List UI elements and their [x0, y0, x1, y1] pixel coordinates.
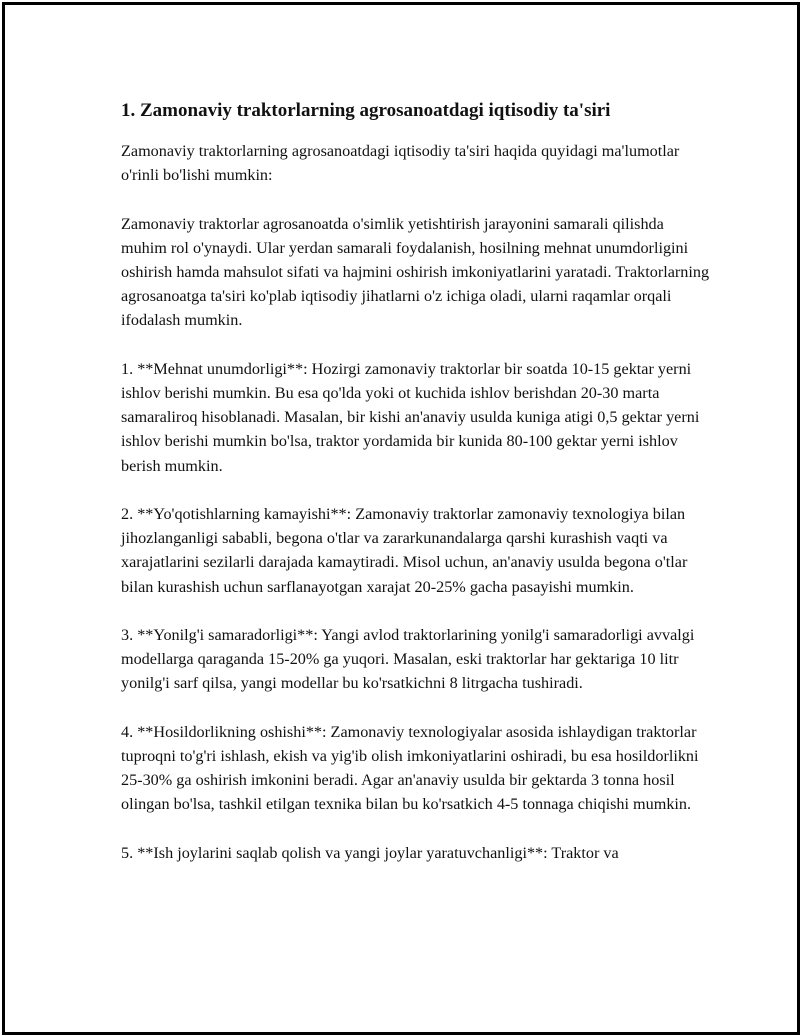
overview-paragraph: Zamonaviy traktorlar agrosanoatda o'simlik yetishtirish jarayonini samarali qilishda muhim rol o'ynaydi. Ular yerdan samarali foydalanish, hosilning mehnat unumdorligini oshirish hamda mahsulot sifati va hajmini oshirish imkoniyatlarini yaratadi. Traktorlarning agrosanoatga ta'siri ko'plab iqtisodiy jihatlarni o'z ichiga oladi, ularni raqamlar orqali ifodalash mumkin. — [121, 214, 710, 330]
point-yield-increase: 4. **Hosildorlikning oshishi**: Zamonaviy texnologiyalar asosida ishlaydigan traktorlar tuproqni to'g'ri ishlash, ekish va yig'ib olish imkoniyatlarini oshiradi, bu esa hosildorlikni 25-30% ga oshirish imkonini beradi. Agar an'anaviy usulda bir gektarda 3 tonna hosil olingan bo'lsa, tashkil etilgan texnika bilan bu ko'rsatkich 4-5 tonnaga chiqishi mumkin. — [121, 722, 699, 814]
intro-paragraph: Zamonaviy traktorlarning agrosanoatdagi iqtisodiy ta'siri haqida quyidagi ma'lumotlar o'rinli bo'lishi mumkin: — [121, 142, 680, 185]
page-frame — [2, 2, 800, 1035]
point-loss-reduction: 2. **Yo'qotishlarning kamayishi**: Zamonaviy traktorlar zamonaviy texnologiya bilan jihozlanganligi sababli, begona o'tlar va zararkunandalarga qarshi kurashish vaqti va xarajatlarini sezilarli darajada kamaytiradi. Misol uchun, an'anaviy usulda begona o'tlar bilan kurashish uchun sarflanayotgan xarajat 20-25% gacha pasayishi mumkin. — [121, 505, 688, 596]
document-title: 1. Zamonaviy traktorlarning agrosanoatdagi iqtisodiy ta'siri — [121, 100, 611, 121]
point-fuel-efficiency: 3. **Yonilg'i samaradorligi**: Yangi avlod traktorlarining yonilg'i samaradorligi avvalgi modellarga qaraganda 15-20% ga yuqori. Masalan, eski traktorlar har gektariga 10 litr yonilg'i sarf qilsa, yangi modellar bu ko'rsatkichni 8 litrgacha tushiradi. — [121, 626, 695, 693]
document-body — [121, 97, 711, 865]
point-labor-productivity: 1. **Mehnat unumdorligi**: Hozirgi zamonaviy traktorlar bir soatda 10-15 gektar yerni ishlov berishi mumkin. Bu esa qo'lda yoki ot kuchida ishlov berishdan 20-30 marta samaraliroq hisoblanadi. Masalan, bir kishi an'anaviy usulda kuniga atigi 0,5 gektar yerni ishlov berishi mumkin bo'lsa, traktor yordamida bir kunida 80-100 gektar yerni ishlov berish mumkin. — [121, 359, 700, 475]
point-jobs: 5. **Ish joylarini saqlab qolish va yangi joylar yaratuvchanligi**: Traktor va — [121, 843, 619, 862]
